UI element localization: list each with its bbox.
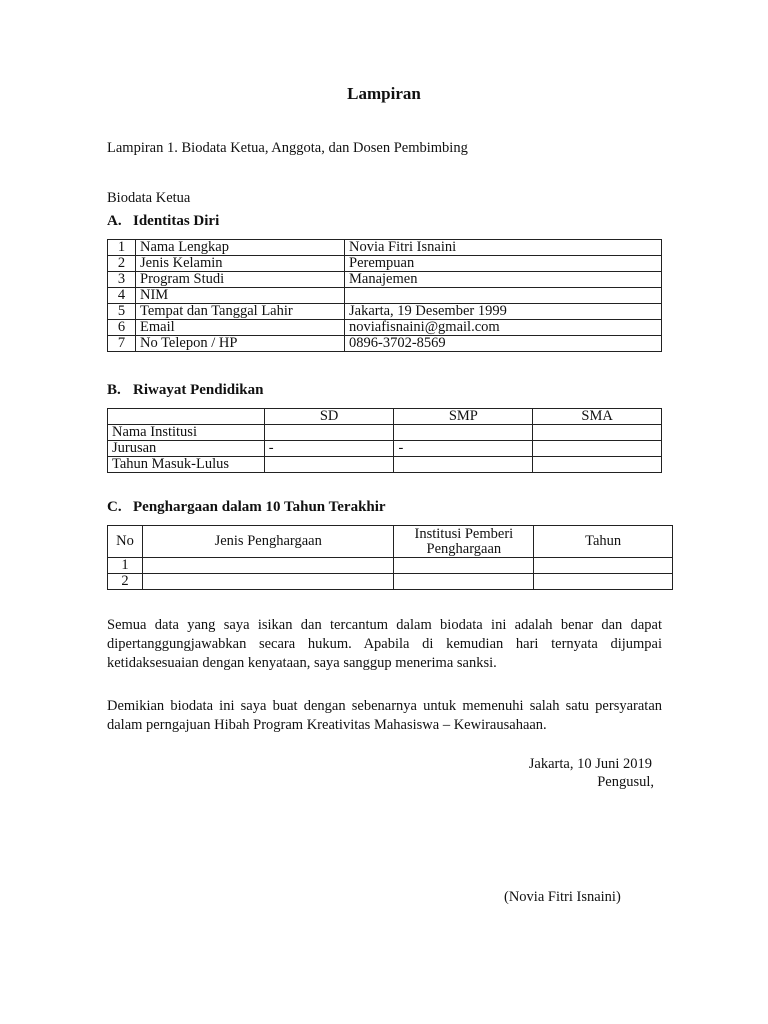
- field-label: Program Studi: [136, 272, 345, 288]
- table-row: [108, 320, 662, 336]
- table-cell: [534, 558, 673, 574]
- table-cell: [264, 457, 394, 473]
- row-label: Jurusan: [108, 441, 265, 457]
- column-header: SMP: [394, 409, 533, 425]
- table-row: [108, 304, 662, 320]
- row-number: 6: [108, 320, 136, 336]
- table-cell: [394, 457, 533, 473]
- table-row: [108, 574, 673, 590]
- table-row: [108, 256, 662, 272]
- column-header: [108, 409, 265, 425]
- identitas-table: [107, 239, 662, 352]
- field-label: Email: [136, 320, 345, 336]
- field-value: Perempuan: [345, 256, 662, 272]
- field-label: No Telepon / HP: [136, 336, 345, 352]
- field-label: Nama Lengkap: [136, 240, 345, 256]
- table-cell: [264, 425, 394, 441]
- table-cell: -: [394, 441, 533, 457]
- table-row: [108, 441, 662, 457]
- closing-paragraph: Demikian biodata ini saya buat dengan sebenarnya untuk memenuhi salah satu persyaratan dalam perngajuan Hibah Program Kreativitas Mahasiswa – Kewirausahaan.: [107, 698, 662, 733]
- row-label: Tahun Masuk-Lulus: [108, 457, 265, 473]
- column-header: SMA: [533, 409, 662, 425]
- table-cell: [533, 441, 662, 457]
- row-number: 3: [108, 272, 136, 288]
- row-number: 4: [108, 288, 136, 304]
- heading-text: Identitas Diri: [133, 213, 220, 229]
- signature-role: Pengusul,: [597, 774, 654, 790]
- table-cell: [533, 457, 662, 473]
- row-number: 7: [108, 336, 136, 352]
- table-header-row: [108, 409, 662, 425]
- field-value: noviafisnaini@gmail.com: [345, 320, 662, 336]
- row-number: 1: [108, 558, 143, 574]
- table-row: [108, 288, 662, 304]
- column-header: Tahun: [534, 526, 673, 558]
- statement-paragraph: Semua data yang saya isikan dan tercantum dalam biodata ini adalah benar dan dapat dipertanggungjawabkan secara hukum. Apabila di kemudian hari ternyata dijumpai ketidaksesuaian dengan kenyataan, saya sanggup menerima sanksi.: [107, 617, 662, 671]
- row-label: Nama Institusi: [108, 425, 265, 441]
- table-row: [108, 336, 662, 352]
- column-header: Jenis Penghargaan: [142, 526, 393, 558]
- signature-name: (Novia Fitri Isnaini): [504, 889, 621, 905]
- section-label: Biodata Ketua: [107, 190, 191, 206]
- heading-penghargaan: [107, 499, 386, 516]
- heading-text: Riwayat Pendidikan: [133, 382, 264, 398]
- column-header: SD: [264, 409, 394, 425]
- heading-letter: B.: [107, 382, 121, 398]
- table-cell: -: [264, 441, 394, 457]
- table-cell: [394, 574, 534, 590]
- table-header-row: [108, 526, 673, 558]
- field-value: [345, 288, 662, 304]
- row-number: 5: [108, 304, 136, 320]
- pendidikan-table: [107, 408, 662, 473]
- page-title: Lampiran: [347, 84, 421, 103]
- table-row: [108, 240, 662, 256]
- field-value: Manajemen: [345, 272, 662, 288]
- table-cell: [394, 558, 534, 574]
- table-row: [108, 425, 662, 441]
- field-value: Novia Fitri Isnaini: [345, 240, 662, 256]
- heading-text: Penghargaan dalam 10 Tahun Terakhir: [133, 499, 386, 515]
- signature-place-date: Jakarta, 10 Juni 2019: [528, 756, 652, 772]
- heading-letter: A.: [107, 213, 122, 229]
- table-row: [108, 272, 662, 288]
- field-value: 0896-3702-8569: [345, 336, 662, 352]
- penghargaan-table: [107, 525, 673, 590]
- field-value: Jakarta, 19 Desember 1999: [345, 304, 662, 320]
- row-number: 2: [108, 574, 143, 590]
- row-number: 1: [108, 240, 136, 256]
- column-header: Institusi Pemberi Penghargaan: [394, 526, 534, 558]
- table-cell: [533, 425, 662, 441]
- table-cell: [142, 558, 393, 574]
- heading-pendidikan: [107, 382, 263, 399]
- field-label: NIM: [136, 288, 345, 304]
- table-row: [108, 558, 673, 574]
- attachment-subtitle: Lampiran 1. Biodata Ketua, Anggota, dan Dosen Pembimbing: [107, 140, 468, 156]
- column-header: No: [108, 526, 143, 558]
- row-number: 2: [108, 256, 136, 272]
- table-row: [108, 457, 662, 473]
- table-cell: [394, 425, 533, 441]
- field-label: Tempat dan Tanggal Lahir: [136, 304, 345, 320]
- table-cell: [142, 574, 393, 590]
- heading-identitas: [107, 213, 219, 230]
- heading-letter: C.: [107, 499, 122, 515]
- table-cell: [534, 574, 673, 590]
- field-label: Jenis Kelamin: [136, 256, 345, 272]
